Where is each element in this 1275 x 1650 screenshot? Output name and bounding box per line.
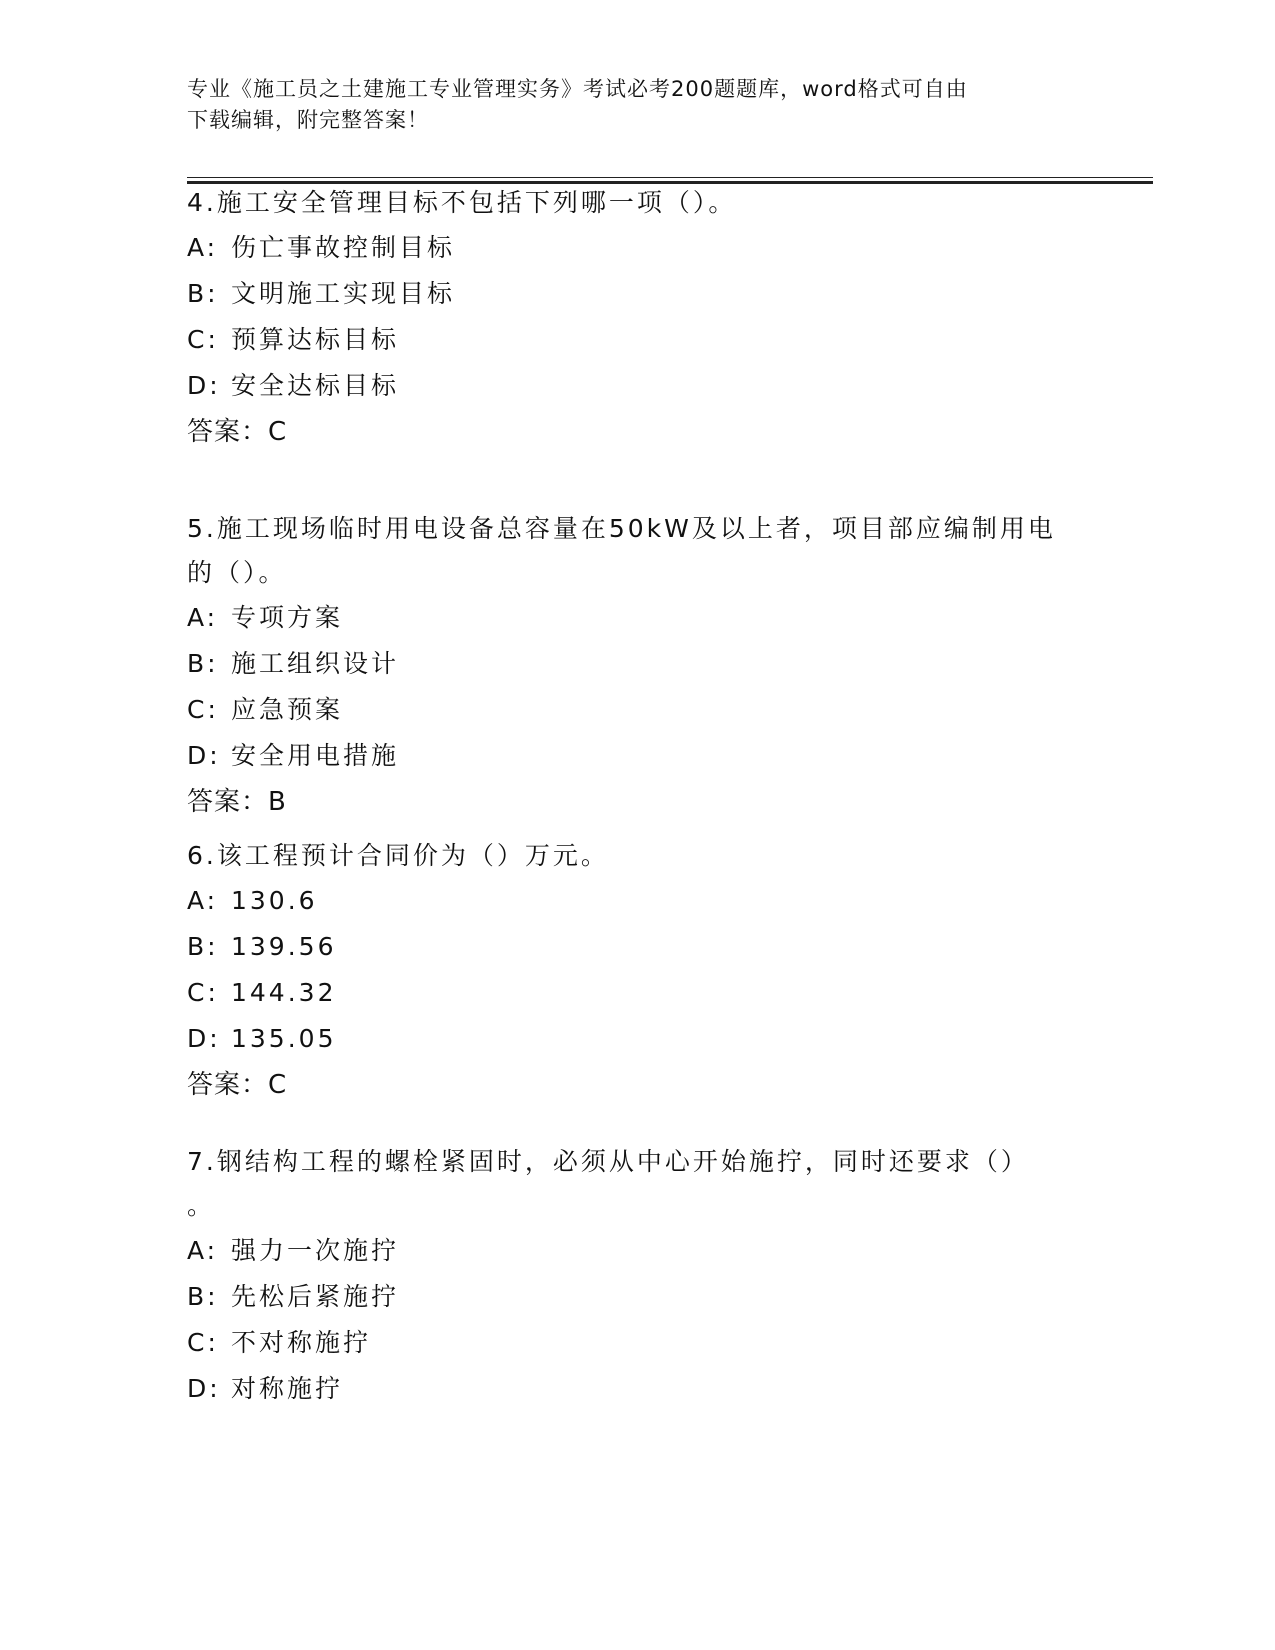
option-text: 先松后紧施拧 — [231, 1282, 400, 1311]
option-text: 预算达标目标 — [231, 325, 400, 354]
option-key: D: — [187, 371, 221, 400]
option-b — [187, 641, 1087, 687]
question-stem-line-2: 的（）。 — [187, 558, 287, 587]
option-key: A: — [187, 886, 219, 915]
option-c — [187, 687, 1087, 733]
option-d — [187, 733, 1087, 779]
answer-line: 答案：B — [187, 787, 287, 817]
option-key: A: — [187, 1236, 219, 1265]
header-line-2: 下载编辑，附完整答案！ — [187, 108, 429, 132]
option-c — [187, 317, 1087, 363]
option-text: 139.56 — [231, 932, 337, 961]
option-text: 伤亡事故控制目标 — [231, 233, 456, 262]
document-header — [187, 74, 1077, 136]
option-text: 强力一次施拧 — [231, 1236, 400, 1265]
option-c — [187, 970, 1087, 1016]
option-text: 对称施拧 — [231, 1374, 344, 1403]
question-stem-line-1: 5.施工现场临时用电设备总容量在50kW及以上者，项目部应编制用电 — [187, 514, 1056, 543]
option-text: 135.05 — [231, 1024, 337, 1053]
option-key: B: — [187, 279, 219, 308]
option-key: D: — [187, 741, 221, 770]
question-block — [187, 834, 1087, 1108]
option-key: D: — [187, 1374, 221, 1403]
option-text: 安全达标目标 — [231, 371, 400, 400]
option-key: A: — [187, 233, 219, 262]
option-a — [187, 595, 1087, 641]
option-text: 文明施工实现目标 — [231, 279, 456, 308]
question-stem: 6.该工程预计合同价为（）万元。 — [187, 841, 609, 870]
header-divider-thin — [187, 177, 1153, 178]
option-key: B: — [187, 1282, 219, 1311]
option-d — [187, 1366, 1087, 1412]
option-key: C: — [187, 1328, 219, 1357]
option-key: C: — [187, 978, 219, 1007]
option-b — [187, 924, 1087, 970]
option-a — [187, 1228, 1087, 1274]
option-text: 不对称施拧 — [231, 1328, 372, 1357]
option-text: 施工组织设计 — [231, 649, 400, 678]
answer-line: 答案：C — [187, 417, 288, 447]
answer-line: 答案：C — [187, 1070, 288, 1100]
question-block — [187, 507, 1087, 825]
option-a — [187, 878, 1087, 924]
option-d — [187, 1016, 1087, 1062]
option-key: B: — [187, 932, 219, 961]
header-line-1: 专业《施工员之土建施工专业管理实务》考试必考200题题库，word格式可自由 — [187, 77, 968, 101]
option-key: C: — [187, 325, 219, 354]
option-text: 安全用电措施 — [231, 741, 400, 770]
option-text: 144.32 — [231, 978, 337, 1007]
option-text: 130.6 — [231, 886, 318, 915]
option-text: 应急预案 — [231, 695, 344, 724]
question-stem: 4.施工安全管理目标不包括下列哪一项（）。 — [187, 188, 737, 217]
option-text: 专项方案 — [231, 603, 344, 632]
option-b — [187, 1274, 1087, 1320]
option-c — [187, 1320, 1087, 1366]
option-key: D: — [187, 1024, 221, 1053]
option-b — [187, 271, 1087, 317]
question-stem-line-1: 7.钢结构工程的螺栓紧固时，必须从中心开始施拧，同时还要求（） — [187, 1147, 1029, 1176]
option-key: C: — [187, 695, 219, 724]
option-d — [187, 363, 1087, 409]
question-block — [187, 181, 1087, 455]
question-stem-line-2: 。 — [187, 1191, 216, 1220]
question-block — [187, 1140, 1087, 1412]
option-key: B: — [187, 649, 219, 678]
option-a — [187, 225, 1087, 271]
option-key: A: — [187, 603, 219, 632]
